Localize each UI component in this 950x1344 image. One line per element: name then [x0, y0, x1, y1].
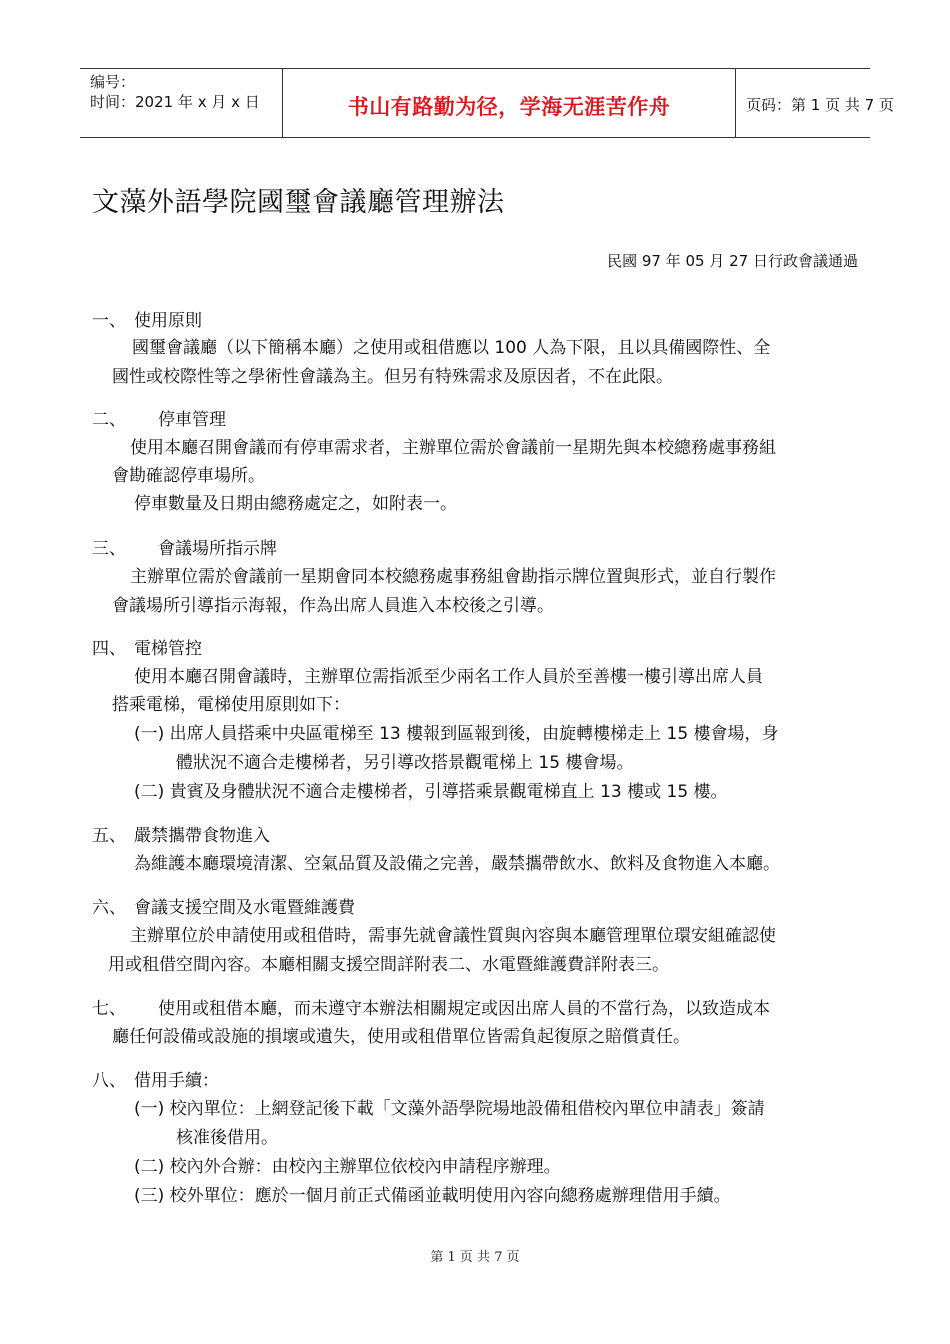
section-8-number: 八、 [92, 1071, 126, 1091]
section-8-item-cont: 核准後借用。 [176, 1128, 278, 1148]
section-2-line: 使用本廳召開會議而有停車需求者，主辦單位需於會議前一星期先與本校總務處事務組 [130, 438, 776, 458]
section-4-number: 四、 [92, 639, 126, 659]
section-8-item: (三) 校外單位：應於一個月前正式備函並載明使用內容向總務處辦理借用手續。 [134, 1186, 731, 1206]
section-8-heading: 借用手續： [134, 1071, 219, 1091]
passed-date: 民國 97 年 05 月 27 日行政會議通過 [607, 252, 858, 270]
section-4-item: (二) 貴賓及身體狀況不適合走樓梯者，引導搭乘景觀電梯直上 13 樓或 15 樓。 [134, 782, 728, 802]
section-4-line: 使用本廳召開會議時，主辦單位需指派至少兩名工作人員於至善樓一樓引導出席人員 [134, 667, 763, 687]
section-8-item: (二) 校內外合辦：由校內主辦單位依校內申請程序辦理。 [134, 1157, 561, 1177]
section-3-heading: 會議場所指示牌 [158, 539, 277, 559]
date-line: 时间：2021 年 x 月 x 日 [90, 93, 260, 111]
section-1-heading: 使用原則 [134, 311, 202, 331]
section-2-line: 會勘確認停車場所。 [112, 466, 265, 486]
section-5-number: 五、 [92, 826, 126, 846]
section-6-heading: 會議支援空間及水電暨維護費 [134, 898, 355, 918]
section-1-number: 一、 [92, 311, 126, 331]
section-4-heading: 電梯管控 [134, 639, 202, 659]
document-title: 文藻外語學院國璽會議廳管理辦法 [92, 187, 505, 218]
section-6-line: 主辦單位於申請使用或租借時，需事先就會議性質與內容與本廳管理單位環安組確認使 [130, 926, 776, 946]
section-6-number: 六、 [92, 898, 126, 918]
page-info: 页码：第 1 页 共 7 页 [746, 96, 894, 114]
section-3-number: 三、 [92, 539, 126, 559]
page-footer: 第 1 页 共 7 页 [430, 1250, 520, 1265]
section-2-heading: 停車管理 [158, 410, 226, 430]
section-7-heading: 使用或租借本廳，而未遵守本辦法相關規定或因出席人員的不當行為，以致造成本 [158, 999, 770, 1019]
section-3-line: 會議場所引導指示海報，作為出席人員進入本校後之引導。 [112, 596, 554, 616]
section-7-line: 廳任何設備或設施的損壞或遺失，使用或租借單位皆需負起復原之賠償責任。 [112, 1027, 690, 1047]
section-8-item: (一) 校內單位：上網登記後下載「文藻外語學院場地設備租借校內單位申請表」簽請 [134, 1099, 765, 1119]
section-1-line: 國璽會議廳（以下簡稱本廳）之使用或租借應以 100 人為下限，且以具備國際性、全 [132, 338, 771, 358]
header-right-cell [736, 69, 894, 137]
section-2-number: 二、 [92, 410, 126, 430]
page-header [80, 68, 894, 138]
section-3-line: 主辦單位需於會議前一星期會同本校總務處事務組會勘指示牌位置與形式，並自行製作 [130, 567, 776, 587]
section-1-line: 國性或校際性等之學術性會議為主。但另有特殊需求及原因者，不在此限。 [112, 367, 673, 387]
section-4-line: 搭乘電梯，電梯使用原則如下： [112, 695, 350, 715]
header-motto-cell [282, 69, 736, 137]
section-6-line: 用或租借空間內容。本廳相關支援空間詳附表二、水電暨維護費詳附表三。 [108, 955, 669, 975]
section-7-number: 七、 [92, 999, 126, 1019]
section-4-item-cont: 體狀況不適合走樓梯者，另引導改搭景觀電梯上 15 樓會場。 [176, 753, 634, 773]
number-label: 编号： [90, 73, 136, 91]
motto: 书山有路勤为径，学海无涯苦作舟 [347, 94, 671, 119]
section-5-line: 為維護本廳環境清潔、空氣品質及設備之完善，嚴禁攜帶飲水、飲料及食物進入本廳。 [134, 854, 780, 874]
header-left-cell [80, 69, 280, 137]
section-4-item: (一) 出席人員搭乘中央區電梯至 13 樓報到區報到後，由旋轉樓梯走上 15 樓會場，身 [134, 724, 779, 744]
section-5-heading: 嚴禁攜帶食物進入 [134, 826, 270, 846]
section-2-line: 停車數量及日期由總務處定之，如附表一。 [134, 494, 457, 514]
